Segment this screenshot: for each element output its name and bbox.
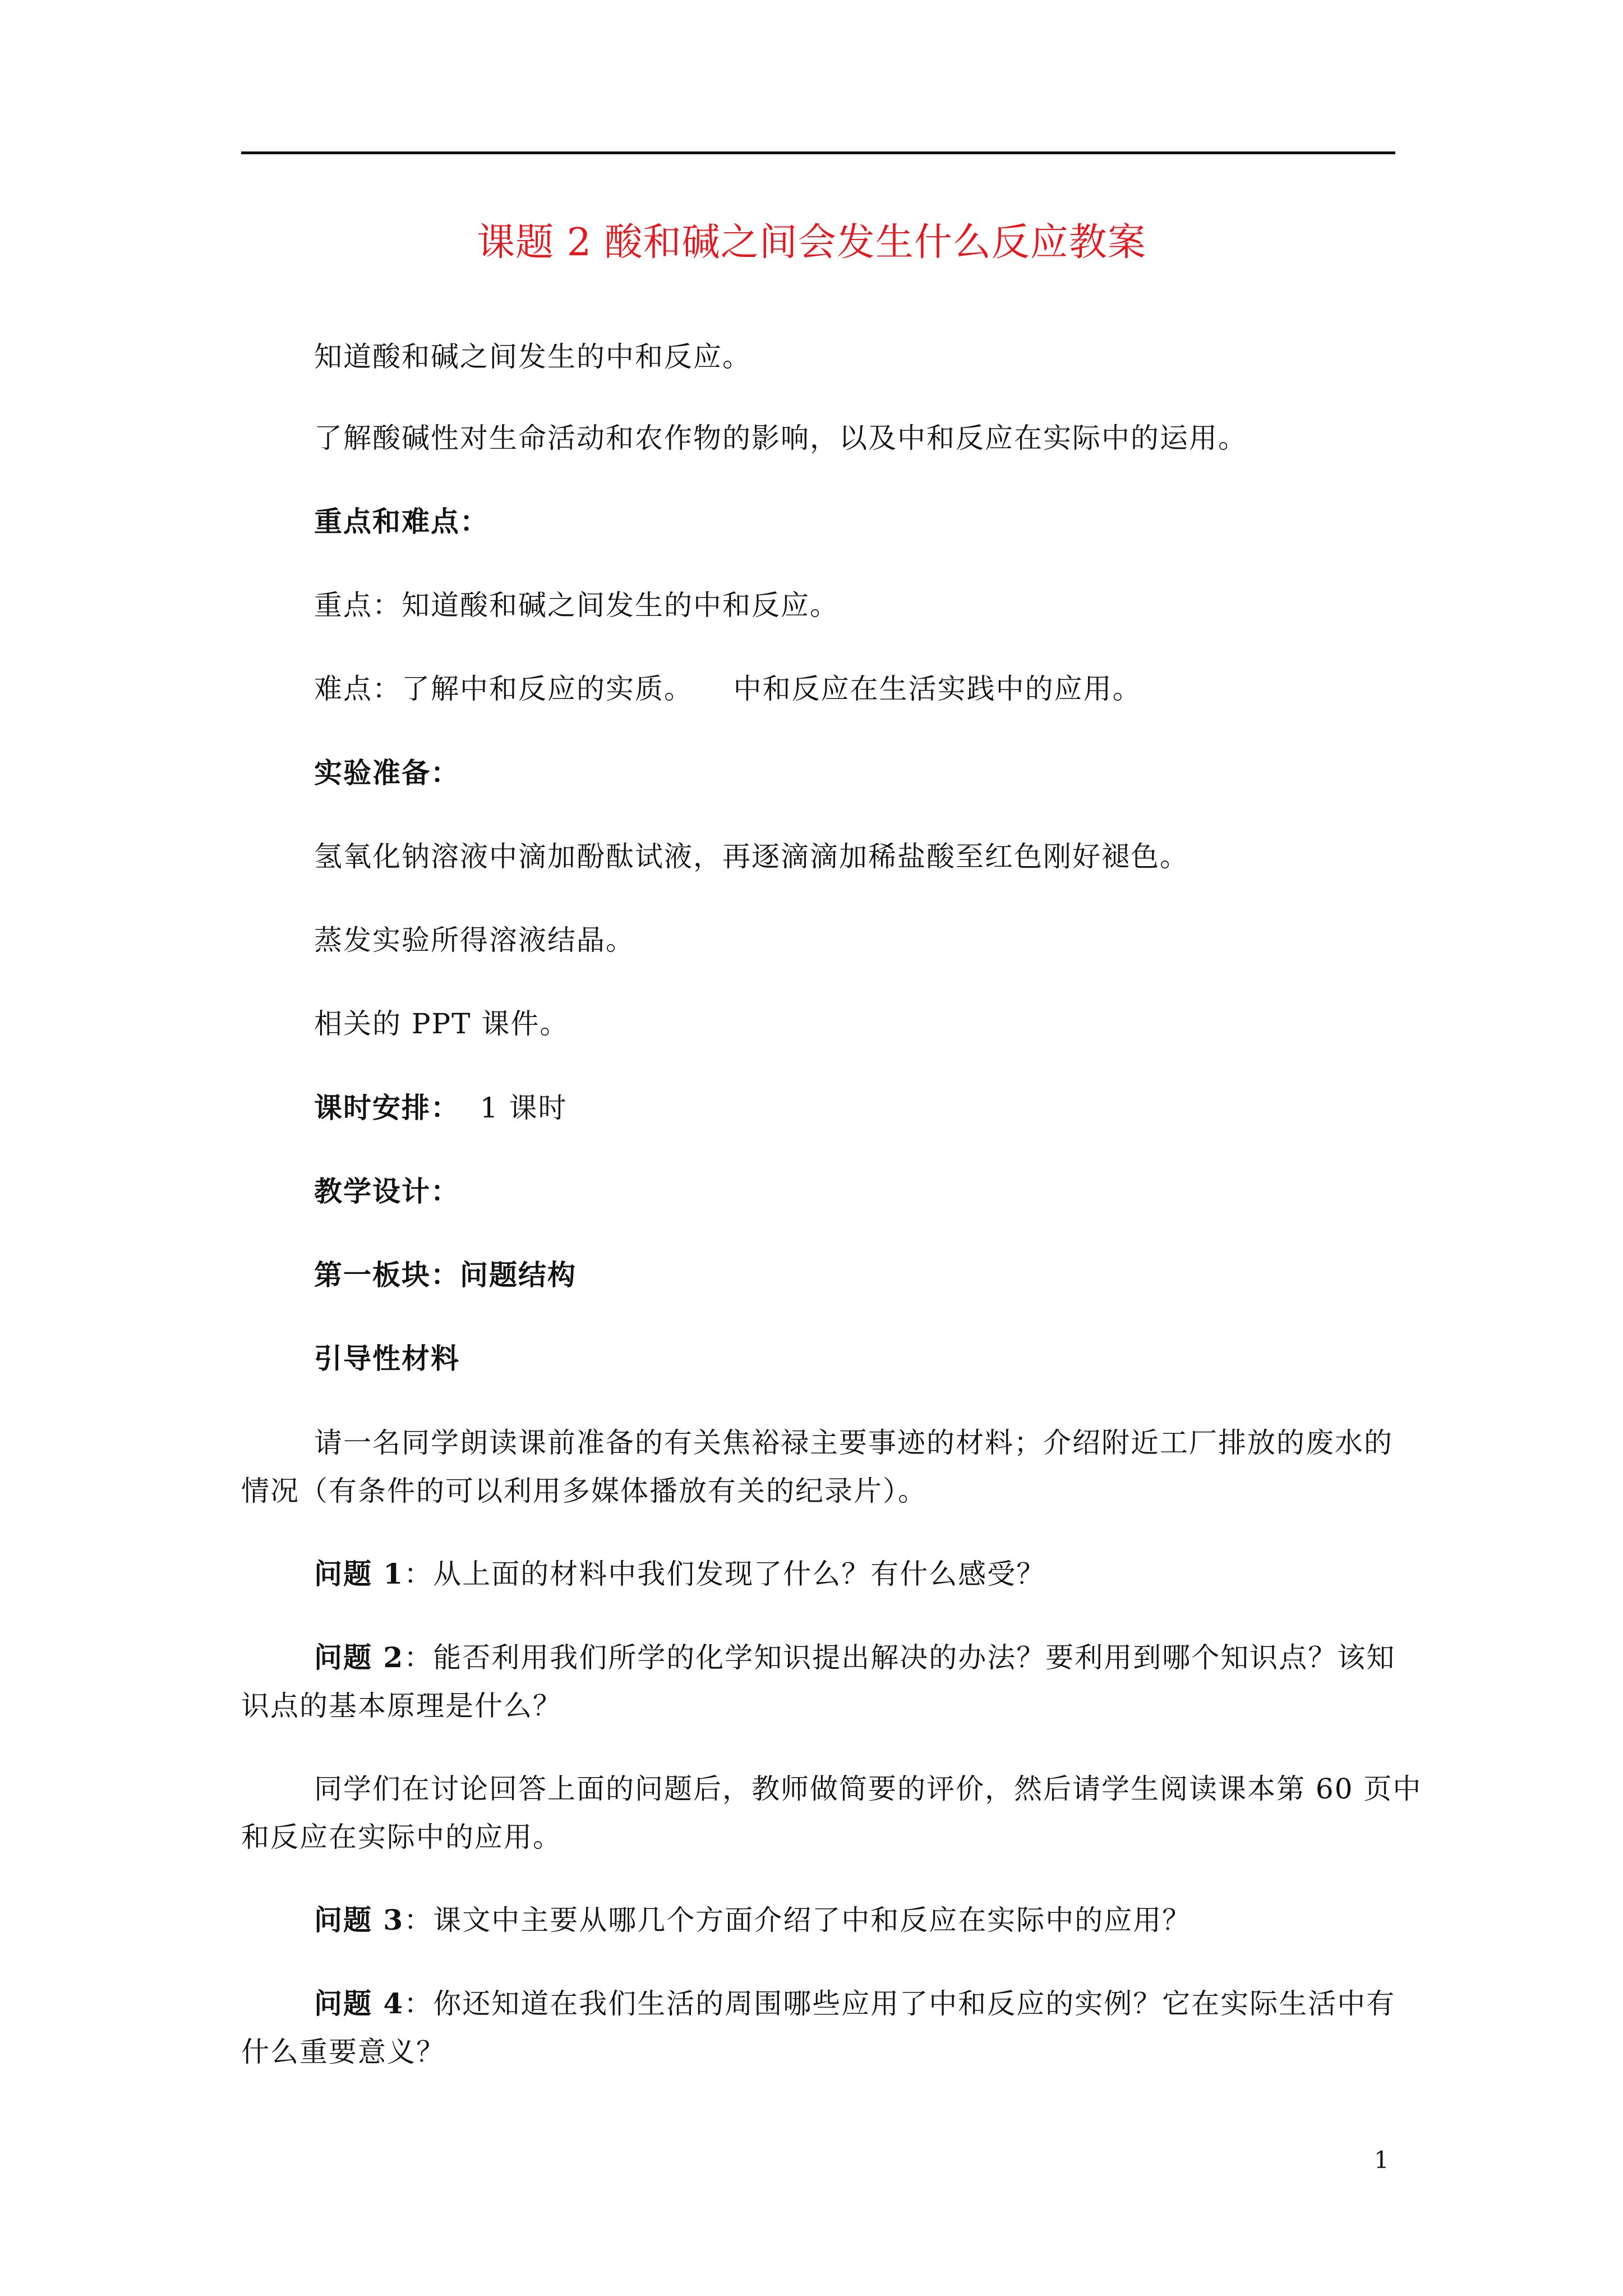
material-heading: 引导性材料 [314, 1342, 460, 1375]
section1-heading: 第一板块：问题结构 [314, 1258, 577, 1291]
prep-item-1: 氢氧化钠溶液中滴加酚酞试液，再逐滴滴加稀盐酸至红色刚好褪色。 [314, 840, 1189, 873]
question-1-text: ：从上面的材料中我们发现了什么？有什么感受？ [404, 1558, 1046, 1590]
question-2 [314, 1635, 1395, 1676]
question-2-text: ：能否利用我们所学的化学知识提出解决的办法？要利用到哪个知识点？该知 [404, 1641, 1396, 1674]
question-1 [314, 1552, 1045, 1592]
question-1-label: 问题 1 [314, 1557, 404, 1590]
difficulty-label: 难点： [314, 673, 402, 705]
question-3-text: ：课文中主要从哪几个方面介绍了中和反应在实际中的应用？ [404, 1904, 1192, 1936]
prep-item-2: 蒸发实验所得溶液结晶。 [314, 924, 635, 956]
question-2-line-2: 识点的基本原理是什么？ [241, 1690, 562, 1722]
question-2-label: 问题 2 [314, 1641, 404, 1674]
key-point [314, 583, 839, 623]
discussion-line-1: 同学们在讨论回答上面的问题后，教师做简要的评价，然后请学生阅读课本第 60 页中 [314, 1773, 1422, 1805]
schedule-value: 1 课时 [460, 1092, 568, 1124]
page-number: 1 [1374, 2146, 1389, 2174]
objective-1: 知道酸和碱之间发生的中和反应。 [314, 341, 751, 373]
question-3-label: 问题 3 [314, 1903, 404, 1936]
question-4-text: ：你还知道在我们生活的周围哪些应用了中和反应的实例？它在实际生活中有 [404, 1987, 1396, 2020]
question-3 [314, 1898, 1191, 1938]
question-4 [314, 1981, 1395, 2022]
prep-item-3: 相关的 PPT 课件。 [314, 1007, 569, 1040]
schedule-label: 课时安排： [314, 1091, 460, 1124]
discussion-line-2: 和反应在实际中的应用。 [241, 1821, 562, 1853]
material-text-line-2: 情况（有条件的可以利用多媒体播放有关的纪录片）。 [241, 1475, 927, 1507]
prep-heading: 实验准备： [314, 756, 460, 789]
schedule [314, 1085, 568, 1126]
material-text-line-1: 请一名同学朗读课前准备的有关焦裕禄主要事迹的材料；介绍附近工厂排放的废水的 [314, 1427, 1393, 1459]
question-4-line-2: 什么重要意义？ [241, 2036, 445, 2068]
page-title: 课题 2 酸和碱之间会发生什么反应教案 [477, 220, 1146, 265]
key-point-label: 重点： [314, 589, 402, 622]
difficulty [314, 666, 1142, 707]
difficulty-text: 了解中和反应的实质。 中和反应在生活实践中的应用。 [402, 673, 1142, 705]
key-points-heading: 重点和难点： [314, 505, 489, 538]
objective-2: 了解酸碱性对生命活动和农作物的影响，以及中和反应在实际中的运用。 [314, 422, 1247, 454]
question-4-label: 问题 4 [314, 1987, 404, 2020]
design-heading: 教学设计： [314, 1175, 460, 1208]
key-point-text: 知道酸和碱之间发生的中和反应。 [402, 589, 839, 622]
header-rule [241, 151, 1395, 154]
